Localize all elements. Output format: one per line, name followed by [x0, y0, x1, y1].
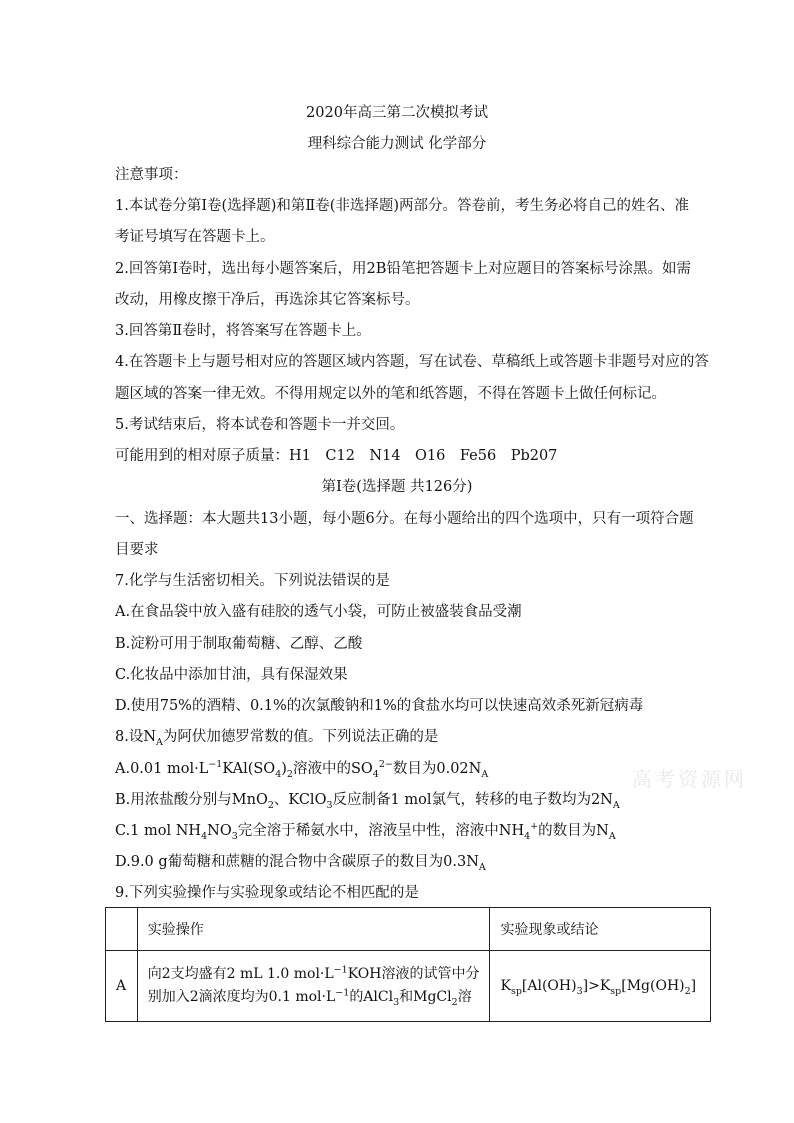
exam-title: 2020年高三第二次模拟考试	[306, 105, 488, 121]
part-1-instructions-line-1: 一、选择题：本大题共13小题，每小题6分。在每小题给出的四个选项中，只有一项符合题	[115, 511, 694, 527]
q9-header-operation: 实验操作	[137, 908, 490, 951]
q7-option-d: D.使用75%的酒精、0.1%的次氯酸钠和1%的食盐水均可以快速高效杀死新冠病毒	[115, 698, 644, 714]
q7-stem: 7.化学与生活密切相关。下列说法错误的是	[115, 573, 390, 589]
notice-item-5: 5.考试结束后，将本试卷和答题卡一并交回。	[115, 417, 405, 433]
atomic-masses: 可能用到的相对原子质量：H1 C12 N14 O16 Fe56 Pb207	[115, 448, 558, 464]
q9-row-a-label: A	[106, 951, 138, 1022]
part-1-title: 第Ⅰ卷(选择题 共126分)	[321, 479, 473, 495]
notice-item-1-line-2: 考证号填写在答题卡上。	[115, 229, 275, 245]
q8-option-b: B.用浓盐酸分别与MnO$_2$、KClO$_3$反应制备1 mol氯气，转移的电子数均为$2N_A$	[115, 792, 620, 811]
q8-option-d: D.9.0 g葡萄糖和蔗糖的混合物中含碳原子的数目为$0.3N_A$	[115, 854, 486, 873]
part-1-instructions-line-2: 目要求	[115, 542, 159, 558]
q9-row-a-operation	[137, 951, 490, 1022]
notice-item-1-line-1: 1.本试卷分第Ⅰ卷(选择题)和第Ⅱ卷(非选择题)两部分。答卷前，考生务必将自己的姓名、准	[115, 198, 690, 214]
notice-item-2-line-2: 改动，用橡皮擦干净后，再选涂其它答案标号。	[115, 292, 420, 308]
q8-stem: 8.设$N_A$为阿伏加德罗常数的值。下列说法正确的是	[115, 729, 439, 748]
q9-header-label-cell	[106, 908, 138, 951]
q9-row-a-operation-line-2: 别加入2滴浓度均为0.1 $mol\cdot L^{-1}$的AlCl$_3$和MgCl$_2$溶	[147, 987, 472, 1008]
q9-table	[105, 907, 711, 1022]
notice-item-3: 3.回答第Ⅱ卷时，将答案写在答题卡上。	[115, 323, 371, 339]
q9-stem: 9.下列实验操作与实验现象或结论不相匹配的是	[115, 885, 419, 901]
q8-option-c: C.1 mol $NH_4NO_3$完全溶于稀氨水中，溶液呈中性，溶液中$NH_4^+$的数目为$N_A$	[115, 821, 616, 842]
q7-option-b: B.淀粉可用于制取葡萄糖、乙醇、乙酸	[115, 636, 363, 652]
exam-subtitle: 理科综合能力测试 化学部分	[307, 136, 487, 152]
notice-item-4-line-2: 题区域的答案一律无效。不得用规定以外的笔和纸答题，不得在答题卡上做任何标记。	[115, 386, 666, 402]
notice-item-4-line-1: 4.在答题卡上与题号相对应的答题区域内答题，写在试卷、草稿纸上或答题卡非题号对应的答	[115, 354, 709, 370]
notice-heading: 注意事项：	[115, 167, 188, 183]
notice-item-2-line-1: 2.回答第Ⅰ卷时，选出每小题答案后，用2B铅笔把答题卡上对应题目的答案标号涂黑。如需	[115, 261, 691, 277]
q9-table-header-row	[106, 908, 711, 951]
q7-option-c: C.化妆品中添加甘油，具有保湿效果	[115, 667, 348, 683]
q9-row-a-operation-line-1: 向2支均盛有2 mL 1.0 $mol\cdot L^{-1}KOH$溶液的试管中分	[147, 964, 480, 982]
q9-header-result: 实验现象或结论	[490, 908, 711, 951]
q9-row-a-result: $K_{sp}[Al(OH)_3]>K_{sp}[Mg(OH)_2]$	[490, 951, 711, 1022]
q7-option-a: A.在食品袋中放入盛有硅胶的透气小袋，可防止被盛装食品受潮	[115, 604, 522, 620]
q8-option-a: A.0.01 $mol\cdot L^{-1}KAl(SO_4)_2$溶液中的$SO_4^{2-}$数目为$0.02N_A$	[115, 759, 489, 780]
q9-table-row-a	[106, 951, 711, 1022]
watermark: 高考资源网	[632, 767, 747, 791]
